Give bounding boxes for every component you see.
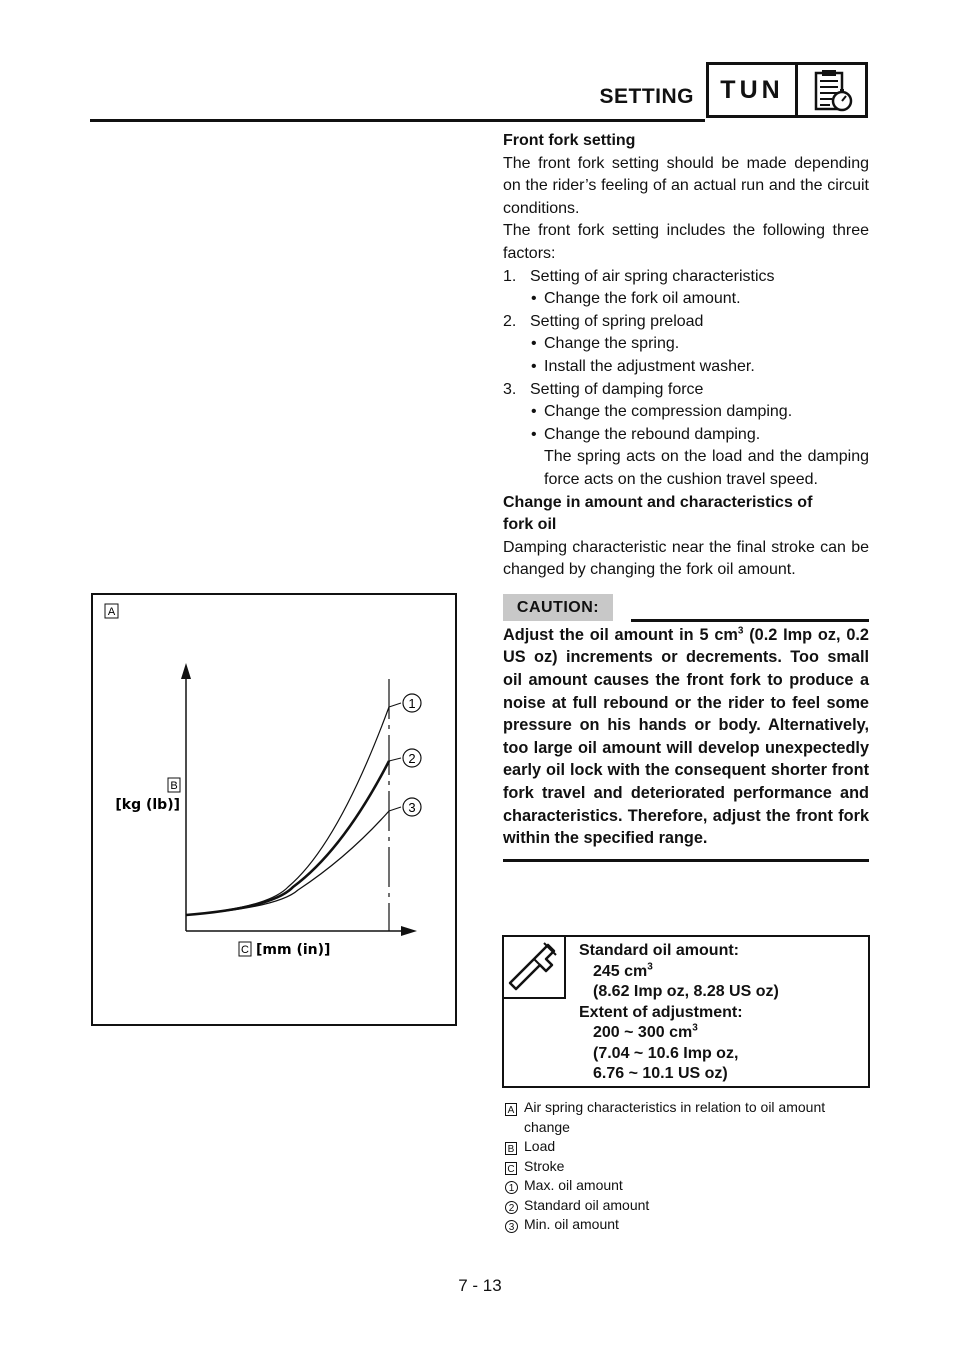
- damping-note: The spring acts on the load and the damping force acts on the cushion travel speed.: [544, 448, 869, 488]
- figure-legend: [505, 1098, 871, 1235]
- legend-item: 2 Standard oil amount: [505, 1196, 871, 1216]
- bullet-item: • Change the spring.: [531, 335, 680, 353]
- standard-oil-value: 245 $cm^3$: [593, 961, 653, 980]
- curve-mark-1: 1: [408, 696, 416, 711]
- extent-alt-2: 6.76 ~ 10.1 US oz): [593, 1065, 728, 1082]
- list-item: 1. Setting of air spring characteristics: [503, 267, 775, 285]
- legend-item: 1 Max. oil amount: [505, 1176, 871, 1196]
- x-mark: C: [241, 944, 249, 956]
- curve-mark-3: 3: [408, 800, 416, 815]
- caliper-icon: [504, 937, 562, 995]
- extent-alt-1: (7.04 ~ 10.6 Imp oz,: [593, 1044, 739, 1062]
- paragraph: The front fork setting should be made depending on the rider’s feeling of an actual run and the circuit conditions.: [503, 154, 869, 217]
- y-mark: B: [170, 780, 178, 792]
- caution-header: [503, 594, 869, 624]
- leader-1: [389, 703, 401, 707]
- clipboard-stopwatch-icon: [798, 67, 866, 115]
- leader-3: [389, 807, 401, 811]
- spec-box: [502, 935, 870, 1088]
- legend-item: C Stroke: [505, 1157, 871, 1177]
- x-unit: [mm (in)]: [256, 942, 331, 958]
- curve-standard-oil: [186, 761, 389, 915]
- bullet-item: • Change the fork oil amount.: [531, 290, 741, 308]
- chapter-tab: [706, 62, 868, 118]
- body-text: [503, 130, 869, 862]
- legend-item: 3 Min. oil amount: [505, 1215, 871, 1235]
- corner-mark: A: [107, 606, 116, 618]
- section-title: SETTING: [599, 85, 694, 108]
- heading-front-fork: Front fork setting: [503, 132, 636, 149]
- standard-oil-alt: (8.62 Imp oz, 8.28 US oz): [593, 983, 779, 1000]
- diagram-svg: [93, 595, 455, 1024]
- spec-icon-frame: [504, 937, 566, 999]
- paragraph: Damping characteristic near the final stroke can be changed by changing the fork oil amount.: [503, 538, 869, 579]
- spec-text: [579, 941, 779, 1085]
- y-unit: [kg (lb)]: [115, 797, 180, 813]
- page-number: 7 - 13: [458, 1276, 502, 1295]
- curve-mark-2: 2: [408, 751, 416, 766]
- bullet-item: • Install the adjustment washer.: [531, 357, 755, 375]
- legend-item: B Load: [505, 1137, 871, 1157]
- curve-min-oil: [186, 811, 389, 915]
- list-item: 3. Setting of damping force: [503, 380, 704, 398]
- extent-label: Extent of adjustment:: [579, 1003, 743, 1021]
- caution-rule: [631, 619, 869, 622]
- list-item: 2. Setting of spring preload: [503, 312, 704, 330]
- chapter-tab-label: TUN: [709, 65, 798, 115]
- bullet-item: • Change the rebound damping.: [531, 425, 761, 443]
- standard-oil-label: Standard oil amount:: [579, 942, 739, 959]
- heading-change-oil: Change in amount and characteristics of: [503, 493, 813, 511]
- caution-end-rule: [503, 859, 869, 862]
- legend-item: A Air spring characteristics in relation to oil amount change: [505, 1098, 871, 1137]
- extent-value: 200 ~ 300 $cm^3$: [593, 1022, 698, 1041]
- curve-max-oil: [186, 707, 389, 915]
- air-spring-diagram: [91, 593, 457, 1026]
- paragraph: The front fork setting includes the following three factors:: [503, 222, 869, 262]
- header-rule: [90, 119, 705, 122]
- bullet-item: • Change the compression damping.: [531, 403, 793, 421]
- caution-badge: CAUTION:: [503, 594, 613, 621]
- heading-change-oil-2: fork oil: [503, 516, 557, 534]
- leader-2: [389, 758, 401, 761]
- caution-text: Adjust the oil amount in 5 $cm^3$ (0.2 Imp oz, 0.2 US oz) increments or decrements. Too small oil amount causes the front fork to produce a noise at full rebound or the rider to feel some pressure on his hands or body. Alternatively, too large oil amount will develop unexpectedly early oil lock with the consequent shorter front fork travel and deteriorated performance and characteristics. Therefore, adjust the front fork within the specified range.: [503, 625, 869, 848]
- y-axis-arrow: [181, 663, 191, 679]
- x-axis-arrow: [401, 926, 417, 936]
